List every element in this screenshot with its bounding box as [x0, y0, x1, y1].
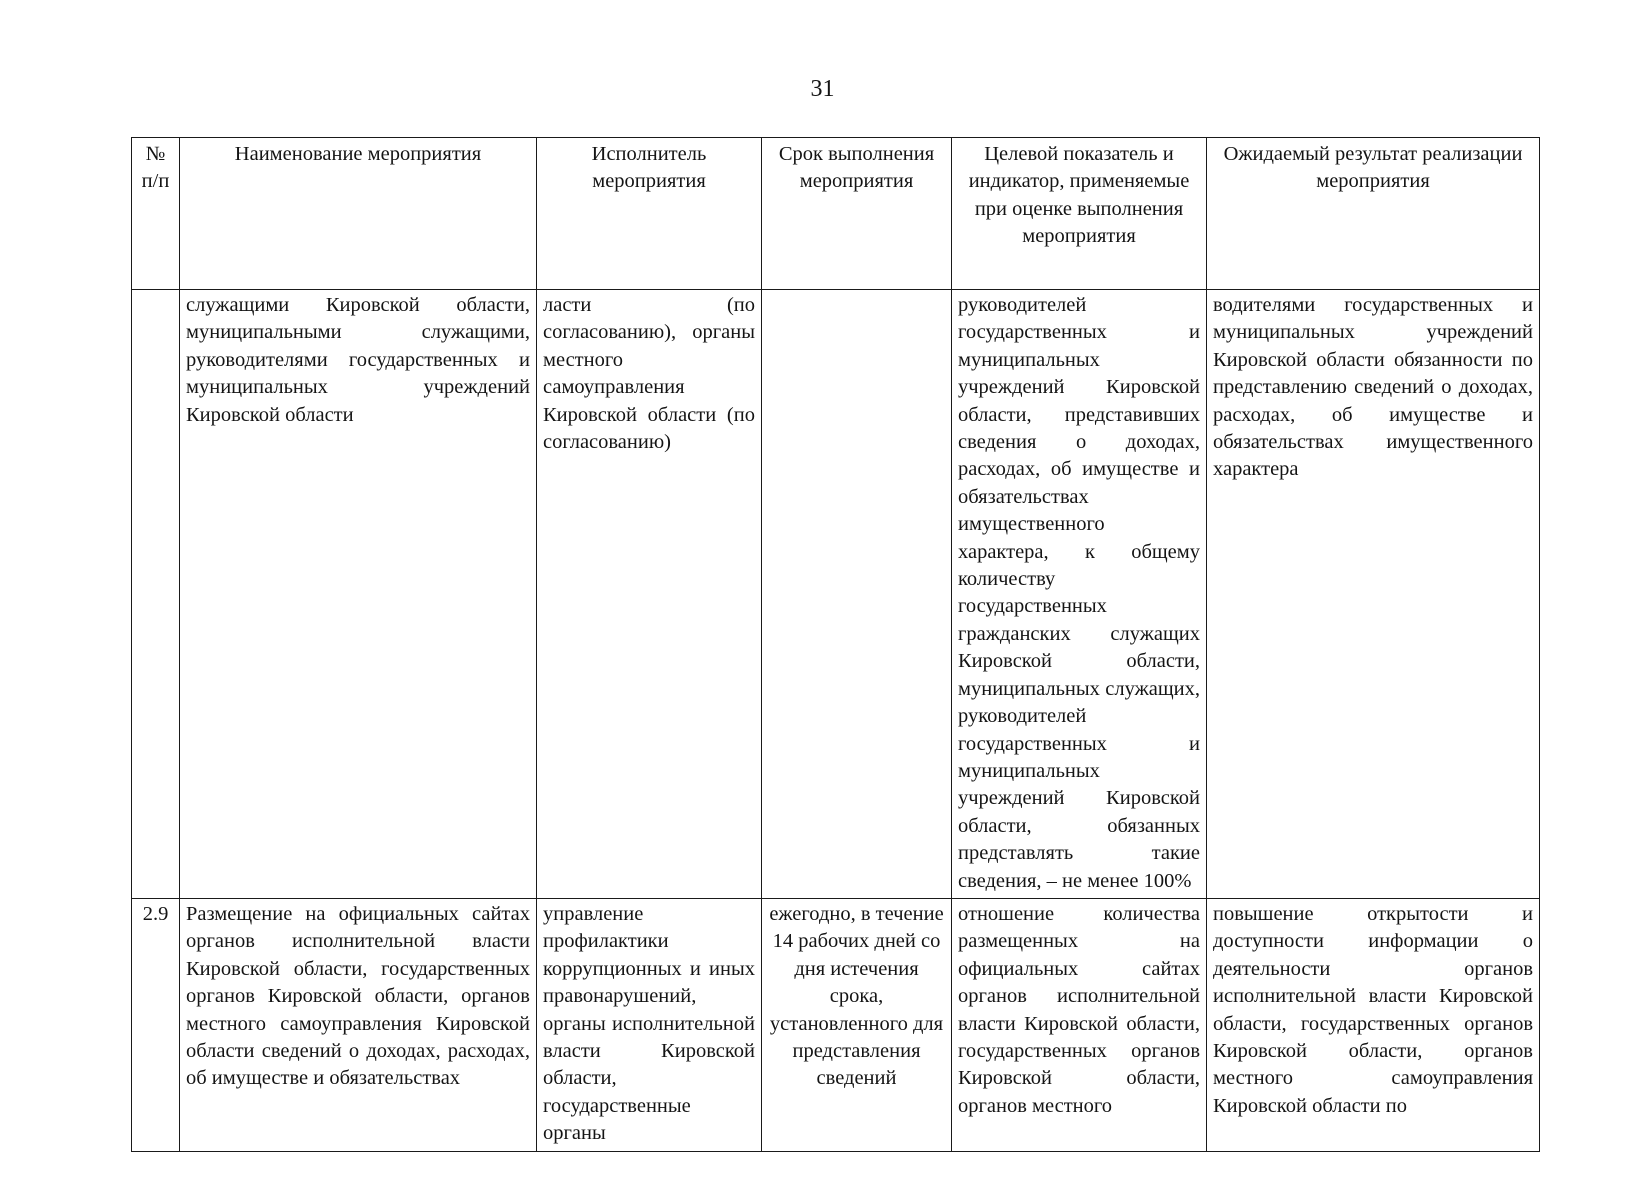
cell-executor: ласти (по согласованию), органы местного самоуправления Кировской области (по согласованию) — [537, 290, 762, 899]
cell-term: ежегодно, в течение 14 рабочих дней со дня истечения срока, установленного для представления сведений — [762, 898, 952, 1151]
cell-indicator: руководителей государственных и муниципальных учреждений Кировской области, представивших сведения о доходах, расходах, об имуществе и обязательствах имущественного характера, к общему количеству государственных гражданских служащих Кировской области, муниципальных служащих, руководителей государственных и муниципальных учреждений Кировской области, обязанных представлять такие сведения, – не менее 100% — [952, 290, 1207, 899]
header-term: Срок выполнения мероприятия — [762, 138, 952, 290]
cell-result: водителями государственных и муниципальных учреждений Кировской области обязанности по представлению сведений о доходах, расходах, об имуществе и обязательствах имущественного характера — [1207, 290, 1540, 899]
page-number: 31 — [810, 76, 835, 102]
cell-name: Размещение на официальных сайтах органов исполнительной власти Кировской области, государственных органов Кировской области, органов местного самоуправления Кировской области сведений о доходах, расходах, об имуществе и обязательствах — [180, 898, 537, 1151]
cell-number — [132, 290, 180, 899]
header-result: Ожидаемый результат реализации мероприятия — [1207, 138, 1540, 290]
cell-indicator: отношение количества размещенных на официальных сайтах органов исполнительной власти Кировской области, государственных органов Кировской области, органов местного — [952, 898, 1207, 1151]
cell-executor: управление профилактики коррупционных и иных правонарушений, органы исполнительной власти Кировской области, государственные органы — [537, 898, 762, 1151]
header-number: № п/п — [132, 138, 180, 290]
header-indicator: Целевой показатель и индикатор, применяемые при оценке выполнения мероприятия — [952, 138, 1207, 290]
cell-result: повышение открытости и доступности информации о деятельности органов исполнительной власти Кировской области, государственных органов Кировской области, органов местного самоуправления Кировской области по — [1207, 898, 1540, 1151]
cell-term — [762, 290, 952, 899]
table-row — [132, 898, 1540, 1151]
header-executor: Исполнитель мероприятия — [537, 138, 762, 290]
measures-table — [131, 137, 1540, 1152]
table-header-row — [132, 138, 1540, 290]
cell-name: служащими Кировской области, муниципальными служащими, руководителями государственных и муниципальных учреждений Кировской области — [180, 290, 537, 899]
cell-number: 2.9 — [132, 898, 180, 1151]
table-row — [132, 290, 1540, 899]
header-name: Наименование мероприятия — [180, 138, 537, 290]
